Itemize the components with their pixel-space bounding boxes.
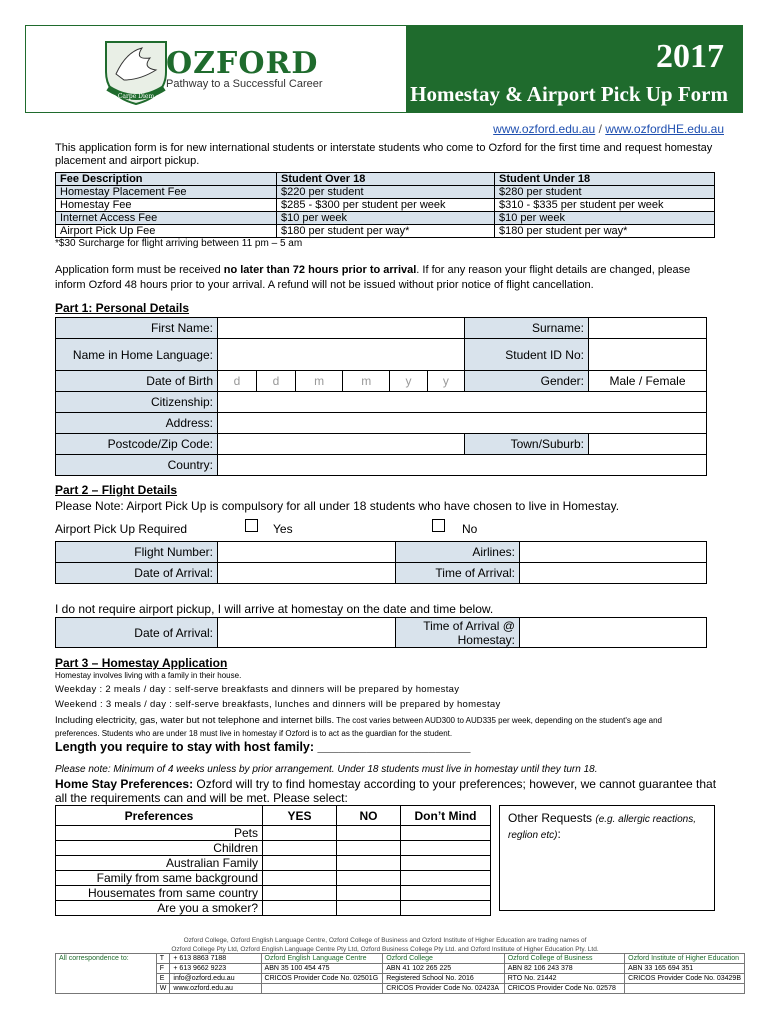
footer-cell: ABN 82 106 243 378 <box>504 964 624 974</box>
country-label: Country: <box>56 455 218 476</box>
pref-no-cell[interactable] <box>337 841 401 856</box>
personal-details-table <box>55 317 707 476</box>
address-label: Address: <box>56 413 218 434</box>
table-row <box>56 212 715 225</box>
website-link-ozford[interactable]: www.ozford.edu.au <box>493 122 596 136</box>
footer-trading-names <box>0 936 770 954</box>
postcode-field[interactable] <box>218 434 465 455</box>
pref-label: Children <box>56 841 263 856</box>
dob-label: Date of Birth <box>56 371 218 392</box>
footer-cell: CRICOS Provider Code No. 02501G <box>261 974 383 984</box>
footer-correspondence: All correspondence to: <box>56 954 157 994</box>
homestay-arrival-date-label: Date of Arrival: <box>56 618 218 648</box>
arrival-date-field[interactable] <box>218 563 396 584</box>
pickup-label: Airport Pick Up Required <box>55 522 188 536</box>
logo-tagline: Pathway to a Successful Career <box>166 78 323 90</box>
pref-header-yes: YES <box>263 806 337 826</box>
footer-cell: CRICOS Provider Code No. 02423A <box>383 984 505 994</box>
fee-cell: $10 per week <box>277 212 495 225</box>
other-requests-hint: (e.g. allergic reactions, reglion etc) <box>508 814 696 841</box>
form-year: 2017 <box>656 38 724 75</box>
homestay-cost <box>55 714 705 740</box>
fee-cell: $180 per student per way* <box>495 225 715 238</box>
table-row <box>56 871 491 886</box>
pref-label: Pets <box>56 826 263 841</box>
pref-dont-mind-cell[interactable] <box>401 856 491 871</box>
homestay-weekend: Weekend : 3 meals / day : self-serve breakfasts, lunches and dinners will be prepared by homestay <box>55 699 501 710</box>
footer-cell: CRICOS Provider Code No. 03429B <box>625 974 745 984</box>
footer-email[interactable]: info@ozford.edu.au <box>170 974 261 984</box>
footer-cell: ABN 33 165 694 351 <box>625 964 745 974</box>
ozford-crest-icon <box>96 34 176 106</box>
address-field[interactable] <box>218 413 707 434</box>
deadline-pre: Application form must be received <box>55 264 224 276</box>
pref-no-cell[interactable] <box>337 856 401 871</box>
footer-cell: Ozford College of Business <box>504 954 624 964</box>
part3-heading: Part 3 – Homestay Application <box>55 656 228 670</box>
student-id-field[interactable] <box>588 339 706 371</box>
footer-cell: Ozford Institute of Higher Education <box>625 954 745 964</box>
footer-line1: Ozford College, Ozford English Language Centre, Ozford College of Business and Ozford Institute of Higher Education are trading names of <box>183 937 587 944</box>
pref-no-cell[interactable] <box>337 901 401 916</box>
footer-contact-key: W <box>156 984 170 994</box>
no-pickup-text: I do not require airport pickup, I will arrive at homestay on the date and time below. <box>55 602 494 616</box>
airlines-label: Airlines: <box>396 542 520 563</box>
fee-cell: Airport Pick Up Fee <box>56 225 277 238</box>
part1-heading: Part 1: Personal Details <box>55 301 190 315</box>
table-row <box>56 225 715 238</box>
pref-dont-mind-cell[interactable] <box>401 871 491 886</box>
dob-digit[interactable]: y <box>427 371 464 392</box>
pref-yes-cell[interactable] <box>263 841 337 856</box>
deadline-paragraph <box>55 263 720 293</box>
pref-dont-mind-cell[interactable] <box>401 826 491 841</box>
fee-cell: $310 - $335 per student per week <box>495 199 715 212</box>
other-requests-colon: : <box>557 827 561 841</box>
homestay-line1: Homestay involves living with a family in their house. <box>55 671 242 680</box>
pref-yes-cell[interactable] <box>263 901 337 916</box>
table-row <box>56 886 491 901</box>
preferences-text: Ozford will try to find homestay according to your preferences; however, we cannot guarantee that all the requirements can and will be met. Please select: <box>55 777 717 805</box>
postcode-label: Postcode/Zip Code: <box>56 434 218 455</box>
pref-yes-cell[interactable] <box>263 856 337 871</box>
dob-digit[interactable]: m <box>295 371 342 392</box>
link-separator: / <box>598 122 602 136</box>
arrival-date-label: Date of Arrival: <box>56 563 218 584</box>
part2-heading: Part 2 – Flight Details <box>55 483 178 497</box>
citizenship-label: Citizenship: <box>56 392 218 413</box>
pref-header-preferences: Preferences <box>56 806 263 826</box>
homestay-arrival-date-field[interactable] <box>218 618 396 648</box>
website-links <box>493 122 724 136</box>
footer-cell: CRICOS Provider Code No. 02578 <box>504 984 624 994</box>
footer-cell: ABN 41 102 265 225 <box>383 964 505 974</box>
pref-label: Australian Family <box>56 856 263 871</box>
footer-contact-key: F <box>156 964 170 974</box>
home-language-label: Name in Home Language: <box>56 339 218 371</box>
fee-table <box>55 172 715 238</box>
crest-motto: Carpe Diem <box>117 93 155 100</box>
minimum-stay-note: Please note: Minimum of 4 weeks unless by prior arrangement. Under 18 students must live in homestay until they turn 18. <box>55 764 598 775</box>
homestay-cost-includes: Including electricity, gas, water but not telephone and internet bills. <box>55 715 335 726</box>
gender-label: Gender: <box>464 371 588 392</box>
fee-cell: $220 per student <box>277 186 495 199</box>
table-row <box>56 856 491 871</box>
surcharge-note: *$30 Surcharge for flight arriving between 11 pm – 5 am <box>55 238 303 249</box>
town-field[interactable] <box>588 434 706 455</box>
pref-no-cell[interactable] <box>337 886 401 901</box>
preferences-title: Home Stay Preferences: <box>55 777 194 791</box>
footer-cell: Ozford College <box>383 954 505 964</box>
pref-dont-mind-cell[interactable] <box>401 886 491 901</box>
pref-dont-mind-cell[interactable] <box>401 841 491 856</box>
surname-label: Surname: <box>464 318 588 339</box>
fee-cell: $10 per week <box>495 212 715 225</box>
other-requests-box[interactable] <box>499 805 715 911</box>
homestay-arrival-table <box>55 617 707 648</box>
first-name-label: First Name: <box>56 318 218 339</box>
stay-length: Length you require to stay with host family: ______________________ <box>55 740 471 754</box>
pref-label: Are you a smoker? <box>56 901 263 916</box>
home-language-field[interactable] <box>218 339 465 371</box>
flight-number-field[interactable] <box>218 542 396 563</box>
pref-dont-mind-cell[interactable] <box>401 901 491 916</box>
form-header <box>25 25 743 113</box>
student-id-label: Student ID No: <box>464 339 588 371</box>
flight-details-table <box>55 541 707 584</box>
pickup-no-checkbox[interactable] <box>432 519 445 532</box>
surname-field[interactable] <box>588 318 706 339</box>
fee-cell: Homestay Placement Fee <box>56 186 277 199</box>
footer-cell <box>625 984 745 994</box>
footer-contact-key: T <box>156 954 170 964</box>
footer-web[interactable]: www.ozford.edu.au <box>170 984 261 994</box>
footer-cell: RTO No. 21442 <box>504 974 624 984</box>
deadline-bold: no later than 72 hours prior to arrival <box>223 264 417 276</box>
pref-yes-cell[interactable] <box>263 826 337 841</box>
homestay-cost-details: The cost varies between AUD300 to AUD335 per week, depending on the student's age and preferences. Students who are under 18 must live in homestay if Ozford is to act as the guardian for the student. <box>55 716 663 738</box>
fee-header-over18: Student Over 18 <box>277 173 495 186</box>
gender-field[interactable]: Male / Female <box>588 371 706 392</box>
pickup-no-label: No <box>462 522 478 536</box>
pickup-yes-checkbox[interactable] <box>245 519 258 532</box>
intro-text: This application form is for new international students or interstate students who come to Ozford for the first time and request homestay placement and airport pickup. <box>55 142 713 167</box>
pref-label: Family from same background <box>56 871 263 886</box>
fee-header-under18: Student Under 18 <box>495 173 715 186</box>
citizenship-field[interactable] <box>218 392 707 413</box>
website-link-ozfordhe[interactable]: www.ozfordHE.edu.au <box>605 122 724 136</box>
fee-header-description: Fee Description <box>56 173 277 186</box>
flight-number-label: Flight Number: <box>56 542 218 563</box>
other-requests-label: Other Requests <box>508 811 593 825</box>
footer-table <box>55 953 745 994</box>
footer-phone: + 613 8863 7188 <box>170 954 261 964</box>
town-label: Town/Suburb: <box>464 434 588 455</box>
homestay-arrival-time-label: Time of Arrival @ Homestay: <box>396 618 520 648</box>
fee-cell: $180 per student per way* <box>277 225 495 238</box>
dob-digit[interactable]: y <box>390 371 427 392</box>
pickup-yes-label: Yes <box>273 522 293 536</box>
footer-contact-key: E <box>156 974 170 984</box>
preferences-intro <box>55 777 720 805</box>
fee-cell: $280 per student <box>495 186 715 199</box>
footer-cell: Registered School No. 2016 <box>383 974 505 984</box>
table-row <box>56 901 491 916</box>
dob-digit[interactable]: d <box>218 371 257 392</box>
footer-cell <box>261 984 383 994</box>
pref-header-no: NO <box>337 806 401 826</box>
arrival-time-field[interactable] <box>520 563 707 584</box>
form-title: Homestay & Airport Pick Up Form <box>410 82 728 106</box>
pref-label: Housemates from same country <box>56 886 263 901</box>
airlines-field[interactable] <box>520 542 707 563</box>
footer-line2: Ozford College Pty Ltd, Ozford English Language Centre Pty Ltd, Ozford Business College Pty Ltd. and Ozford Institute of Higher Education Pty. Ltd. <box>171 946 599 953</box>
country-field[interactable] <box>218 455 707 476</box>
fee-cell: Homestay Fee <box>56 199 277 212</box>
pref-header-dont-mind: Don’t Mind <box>401 806 491 826</box>
footer-cell: ABN 35 100 454 475 <box>261 964 383 974</box>
fee-cell: $285 - $300 per student per week <box>277 199 495 212</box>
preferences-table <box>55 805 491 916</box>
first-name-field[interactable] <box>218 318 465 339</box>
deadline-post: . If for any reason your flight details are changed, please inform Ozford 48 hours prior to your arrival. A refund will not be issued without prior notice of flight cancellation. <box>55 264 691 291</box>
table-row <box>56 841 491 856</box>
fee-cell: Internet Access Fee <box>56 212 277 225</box>
dob-digit[interactable]: d <box>256 371 295 392</box>
homestay-arrival-time-field[interactable] <box>520 618 707 648</box>
pref-yes-cell[interactable] <box>263 871 337 886</box>
table-row <box>56 826 491 841</box>
footer-fax: + 613 9662 9223 <box>170 964 261 974</box>
homestay-weekday: Weekday : 2 meals / day : self-serve breakfasts and dinners will be prepared by homestay <box>55 684 460 695</box>
table-row <box>56 199 715 212</box>
table-row <box>56 186 715 199</box>
footer-cell: Ozford English Language Centre <box>261 954 383 964</box>
pref-no-cell[interactable] <box>337 871 401 886</box>
logo-name: OZFORD <box>166 46 319 81</box>
pickup-note: Please Note: Airport Pick Up is compulsory for all under 18 students who have chosen to live in Homestay. <box>55 499 620 513</box>
pref-no-cell[interactable] <box>337 826 401 841</box>
dob-digit[interactable]: m <box>343 371 390 392</box>
pref-yes-cell[interactable] <box>263 886 337 901</box>
title-band <box>406 26 742 112</box>
arrival-time-label: Time of Arrival: <box>396 563 520 584</box>
